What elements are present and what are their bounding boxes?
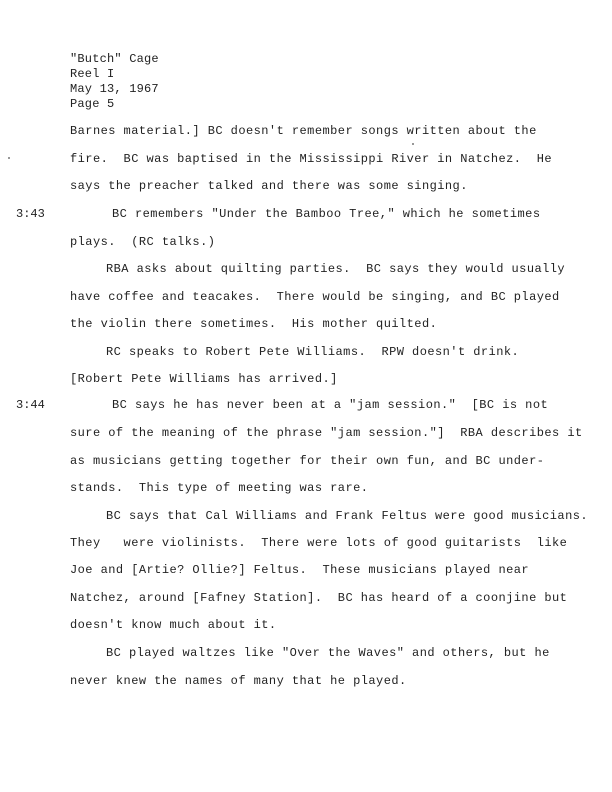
scan-speck xyxy=(412,143,414,145)
scan-speck xyxy=(8,157,10,159)
margin-timestamp: 3:43 xyxy=(16,207,45,221)
margin-timestamp: 3:44 xyxy=(16,398,45,412)
text-line: sure of the meaning of the phrase "jam session."] RBA describes it xyxy=(70,426,583,440)
header-reel: Reel I xyxy=(70,67,115,81)
text-line: the violin there sometimes. His mother quilted. xyxy=(70,317,438,331)
page-header xyxy=(70,52,159,112)
text-line: Natchez, around [Fafney Station]. BC has heard of a coonjine but xyxy=(70,591,568,605)
text-line: [Robert Pete Williams has arrived.] xyxy=(70,372,338,386)
text-line: They were violinists. There were lots of good guitarists like xyxy=(70,536,568,550)
text-line: Joe and [Artie? Ollie?] Feltus. These musicians played near xyxy=(70,563,530,577)
text-line: doesn't know much about it. xyxy=(70,618,277,632)
text-line: RBA asks about quilting parties. BC says they would usually xyxy=(106,262,566,276)
header-date: May 13, 1967 xyxy=(70,82,159,96)
header-page: Page 5 xyxy=(70,97,115,111)
text-line: stands. This type of meeting was rare. xyxy=(70,481,369,495)
text-line: RC speaks to Robert Pete Williams. RPW doesn't drink. xyxy=(106,345,520,359)
text-line: fire. BC was baptised in the Mississippi River in Natchez. He xyxy=(70,152,553,166)
text-line: says the preacher talked and there was some singing. xyxy=(70,179,468,193)
text-line: BC played waltzes like "Over the Waves" and others, but he xyxy=(106,646,550,660)
text-line: have coffee and teacakes. There would be singing, and BC played xyxy=(70,290,560,304)
text-line: never knew the names of many that he played. xyxy=(70,674,407,688)
text-line: Barnes material.] BC doesn't remember songs written about the xyxy=(70,124,537,138)
text-line: plays. (RC talks.) xyxy=(70,235,216,249)
text-line: BC says that Cal Williams and Frank Feltus were good musicians. xyxy=(106,509,589,523)
text-line: as musicians getting together for their own fun, and BC under- xyxy=(70,454,545,468)
text-line: BC remembers "Under the Bamboo Tree," which he sometimes xyxy=(112,207,541,221)
header-name: "Butch" Cage xyxy=(70,52,159,66)
text-line: BC says he has never been at a "jam session." [BC is not xyxy=(112,398,549,412)
